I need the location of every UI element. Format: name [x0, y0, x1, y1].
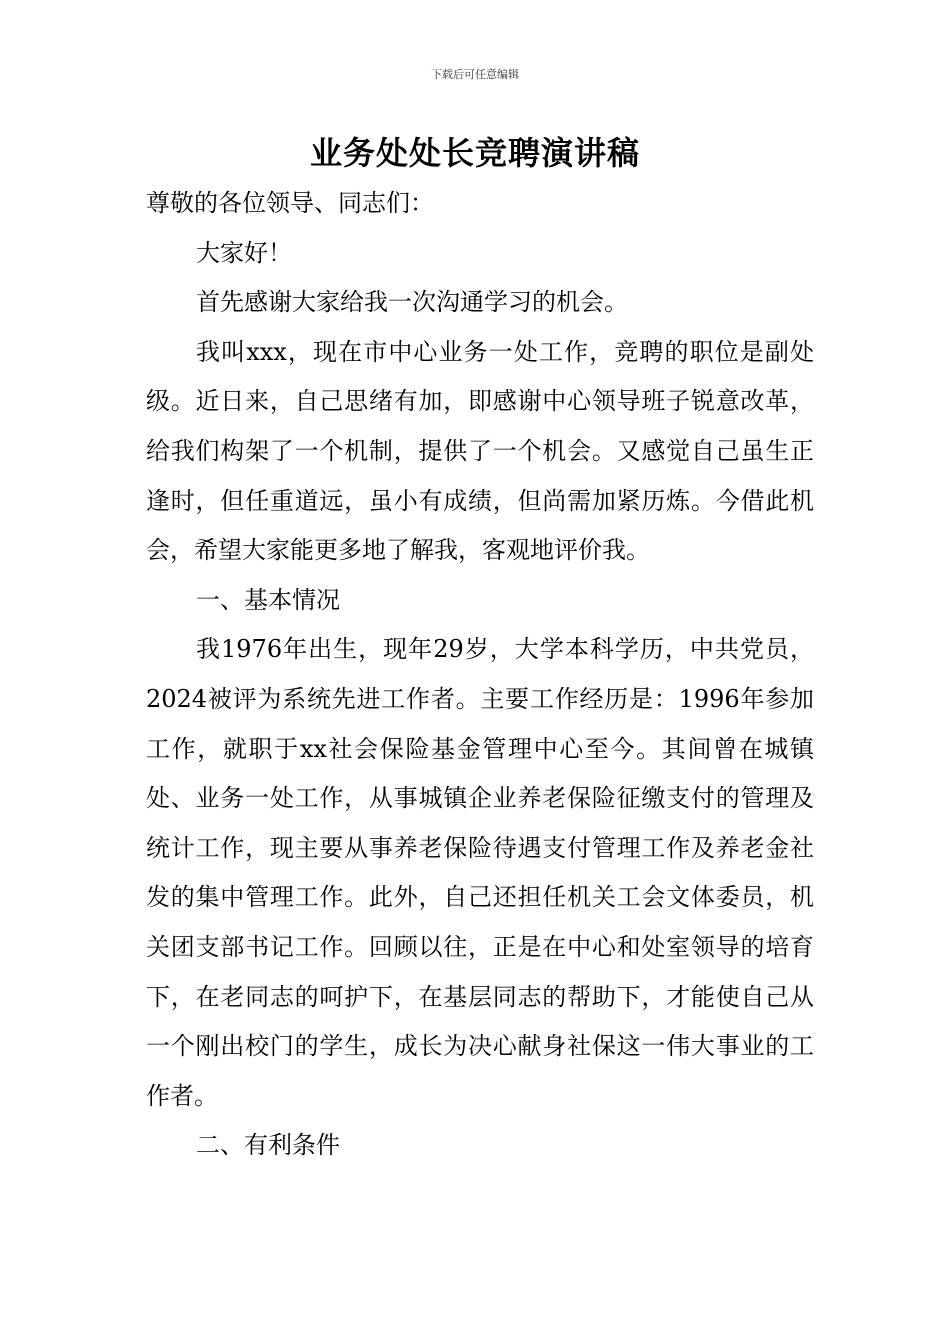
header-note: 下载后可任意编辑: [431, 68, 519, 81]
greeting: 大家好！: [196, 238, 292, 267]
paragraph-introduction: 我叫xxx，现在市中心业务一处工作，竞聘的职位是副处级。近日来，自己思绪有加，即感谢中心领导班子锐意改革，给我们构架了一个机制，提供了一个机会。又感觉自己虽生正逢时，但任重道远，虽小有成绩，但尚需加紧历炼。今借此机会，希望大家能更多地了解我，客观地评价我。: [146, 337, 814, 565]
section-heading-advantages: 二、有利条件: [196, 1131, 340, 1160]
document-title: 业务处处长竞聘演讲稿: [309, 134, 640, 172]
section-heading-basic-info: 一、基本情况: [196, 585, 340, 614]
paragraph-basic-info: 我1976年出生，现年29岁，大学本科学历，中共党员，2024被评为系统先进工作者。主要工作经历是：1996年参加工作，就职于xx社会保险基金管理中心至今。其间曾在城镇处、业务一处工作，从事城镇企业养老保险征缴支付的管理及统计工作，现主要从事养老保险待遇支付管理工作及养老金社发的集中管理工作。此外，自己还担任机关工会文体委员，机关团支部书记工作。回顾以往，正是在中心和处室领导的培育下，在老同志的呵护下，在基层同志的帮助下，才能使自己从一个刚出校门的学生，成长为决心献身社保这一伟大事业的工作者。: [146, 635, 814, 1110]
paragraph-thanks: 首先感谢大家给我一次沟通学习的机会。: [196, 288, 628, 317]
document-body: [146, 179, 814, 1171]
salutation: 尊敬的各位领导、同志们：: [146, 189, 434, 217]
